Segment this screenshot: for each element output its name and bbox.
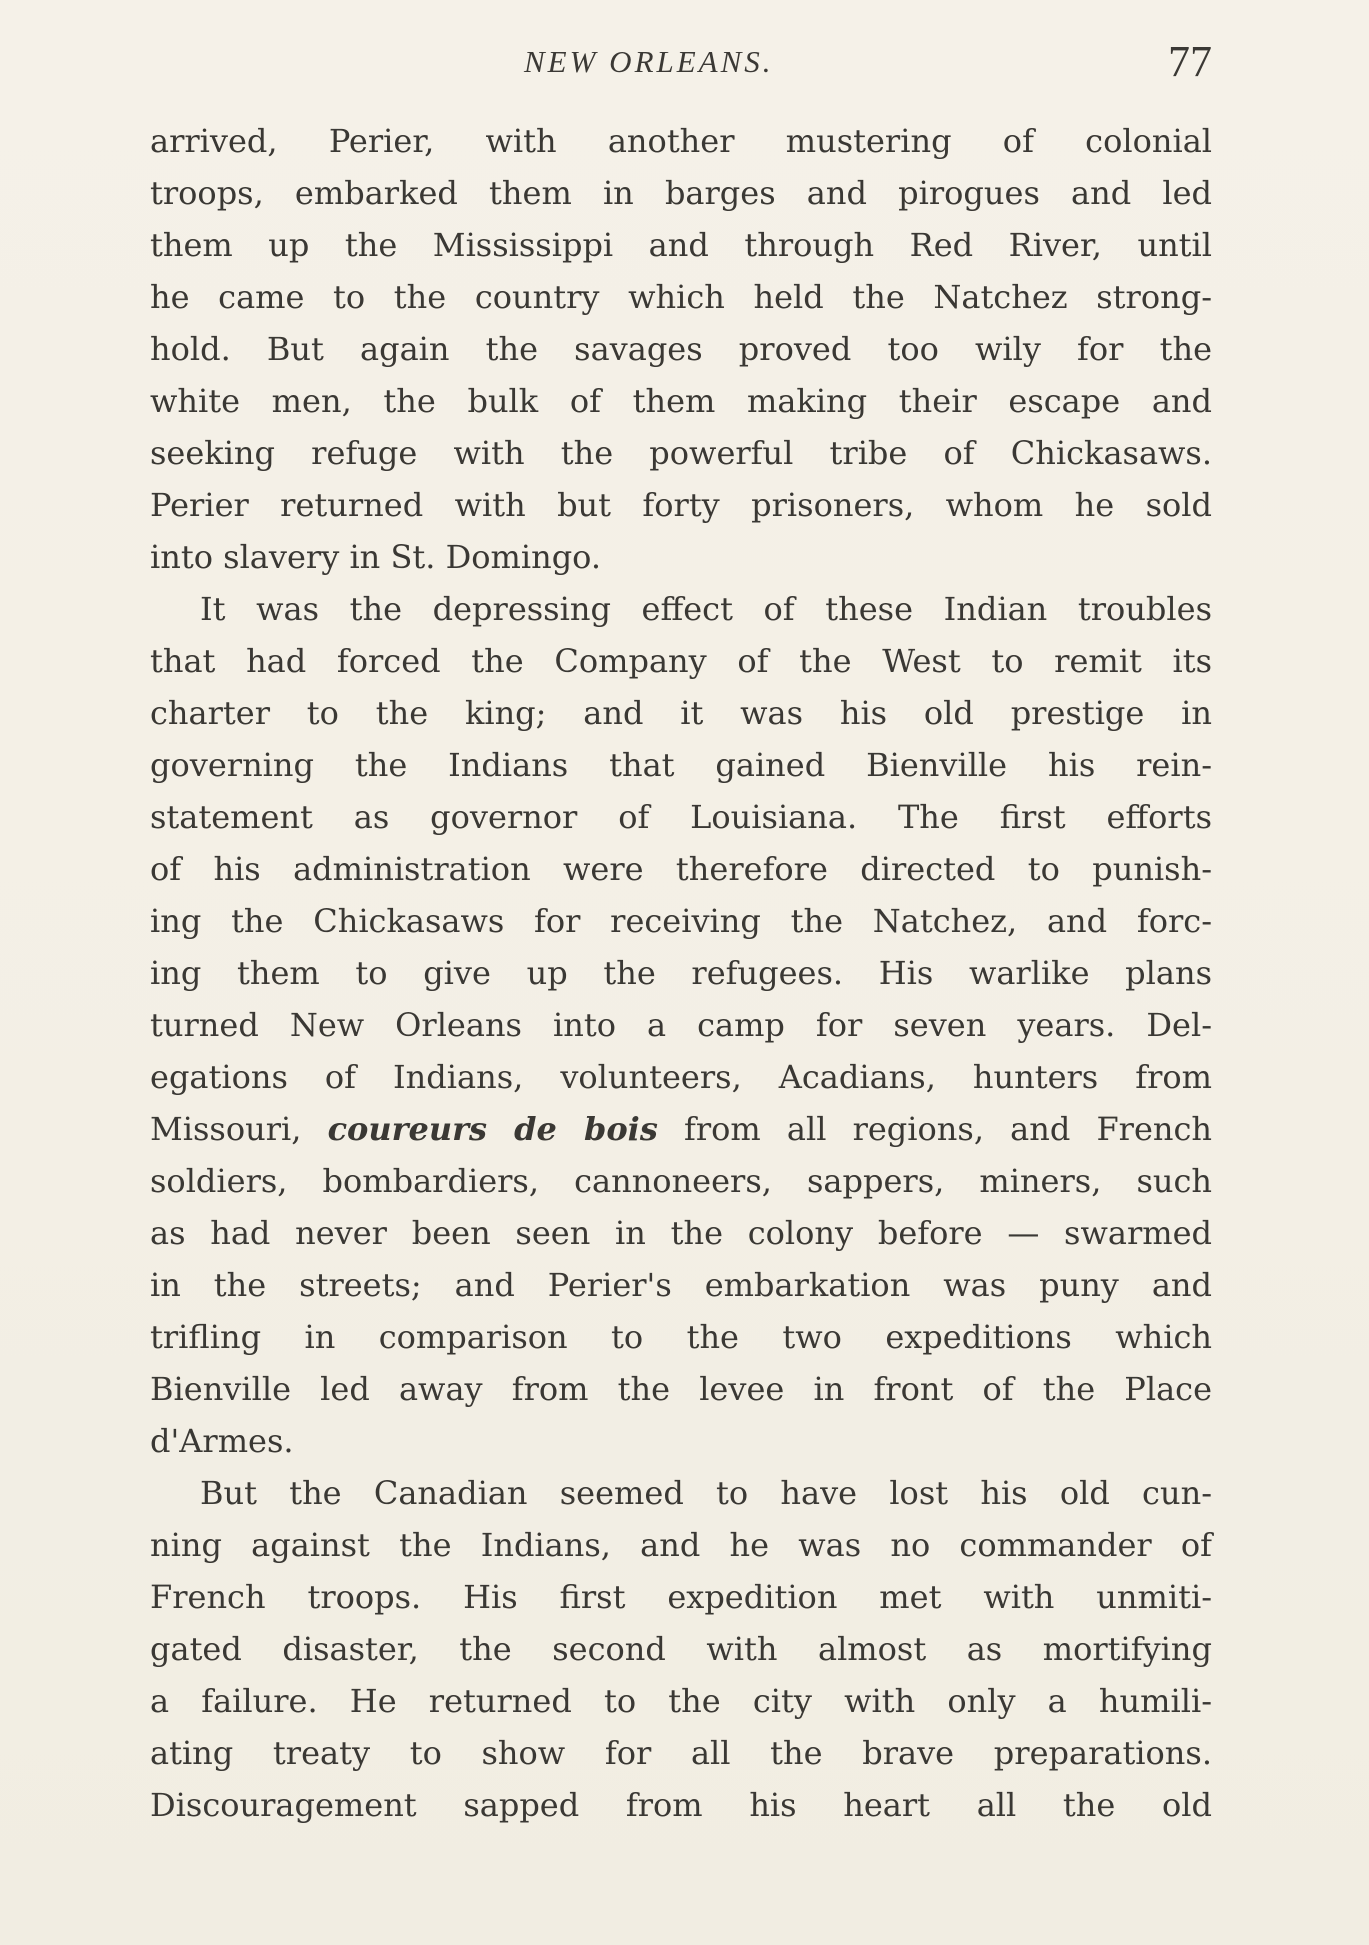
body-text [150, 115, 1212, 1831]
text-fragment: from all regions, and French [684, 1110, 1213, 1148]
text-line: Bienville led away from the levee in front of the Place [150, 1370, 1212, 1408]
text-line: he came to the country which held the Natchez strong- [150, 278, 1212, 316]
text-line: trifling in comparison to the two expeditions which [150, 1318, 1212, 1356]
text-line: white men, the bulk of them making their escape and [150, 382, 1212, 420]
text-line: ing them to give up the refugees. His warlike plans [150, 954, 1212, 992]
text-line: Discouragement sapped from his heart all the old [150, 1786, 1212, 1824]
running-head [150, 36, 1212, 86]
text-line: of his administration were therefore directed to punish- [150, 850, 1212, 888]
text-line: Perier returned with but forty prisoners, whom he sold [150, 486, 1212, 524]
text-line: a failure. He returned to the city with only a humili- [150, 1682, 1212, 1720]
text-line-with-italics [150, 1103, 1212, 1155]
text-line: statement as governor of Louisiana. The first efforts [150, 798, 1212, 836]
text-line: ning against the Indians, and he was no commander of [150, 1526, 1212, 1564]
text-line: soldiers, bombardiers, cannoneers, sappers, miners, such [150, 1162, 1212, 1200]
running-title: NEW ORLEANS. [524, 44, 774, 79]
page-number: 77 [1168, 37, 1212, 86]
text-line: as had never been seen in the colony before — swarmed [150, 1214, 1212, 1252]
text-line: ing the Chickasaws for receiving the Natchez, and forc- [150, 902, 1212, 940]
paragraph-start-line: But the Canadian seemed to have lost his old cun- [200, 1474, 1212, 1512]
text-fragment: Missouri, [150, 1110, 302, 1148]
text-line: troops, embarked them in barges and pirogues and led [150, 174, 1212, 212]
text-line: seeking refuge with the powerful tribe of Chickasaws. [150, 434, 1212, 472]
text-line: in the streets; and Perier's embarkation was puny and [150, 1266, 1212, 1304]
text-line: ating treaty to show for all the brave preparations. [150, 1734, 1212, 1772]
text-line: charter to the king; and it was his old prestige in [150, 694, 1212, 732]
text-line: turned New Orleans into a camp for seven years. Del- [150, 1006, 1212, 1044]
text-line: gated disaster, the second with almost as mortifying [150, 1630, 1212, 1668]
text-line: d'Armes. [150, 1422, 294, 1460]
text-line: governing the Indians that gained Bienville his rein- [150, 746, 1212, 784]
text-line: egations of Indians, volunteers, Acadians, hunters from [150, 1058, 1212, 1096]
text-line: them up the Mississippi and through Red River, until [150, 226, 1212, 264]
text-line: French troops. His first expedition met with unmiti- [150, 1578, 1212, 1616]
text-line: into slavery in St. Domingo. [150, 538, 602, 576]
paragraph-start-line: It was the depressing effect of these Indian troubles [200, 590, 1212, 628]
text-line: hold. But again the savages proved too wily for the [150, 330, 1212, 368]
text-line: that had forced the Company of the West to remit its [150, 642, 1212, 680]
text-line: arrived, Perier, with another mustering of colonial [150, 122, 1212, 160]
italic-phrase: coureurs de bois [327, 1110, 658, 1148]
